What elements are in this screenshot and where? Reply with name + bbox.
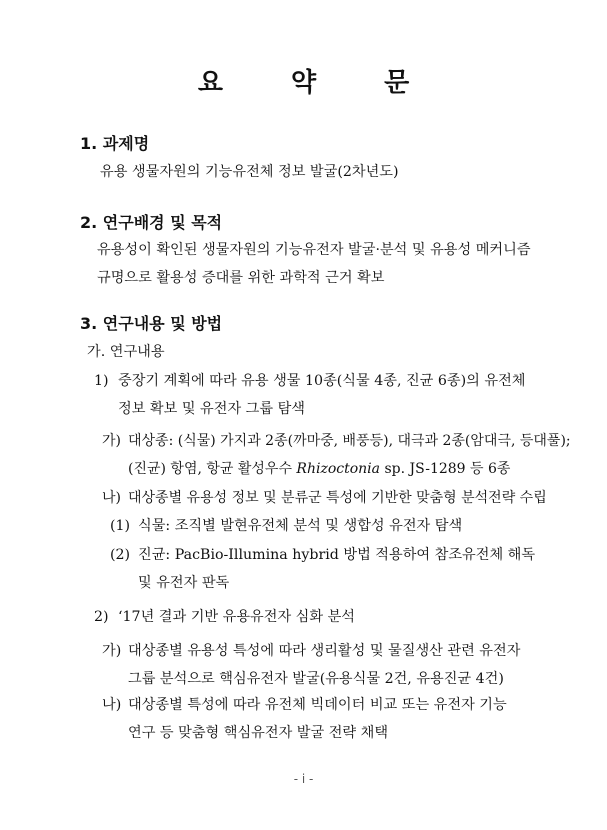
- subsubitem-1-text: 식물: 조직별 발현유전체 분석 및 생합성 유전자 탐색: [138, 518, 463, 534]
- page-number: - i -: [293, 772, 314, 786]
- section-3-heading: [80, 311, 222, 334]
- section-1-heading: [80, 131, 149, 154]
- section-number: 1.: [80, 134, 98, 153]
- subsection-label: 연구내용: [109, 344, 165, 360]
- item-1-text: [118, 367, 526, 423]
- project-name: 유용 생물자원의 기능유전체 정보 발굴(2차년도): [100, 164, 399, 180]
- body-line: 규명으로 활용성 증대를 위한 과학적 근거 확보: [97, 270, 385, 286]
- subitem-ga-marker: 가): [102, 433, 121, 449]
- subitem-na-text: 대상종별 유용성 정보 및 분류군 특성에 기반한 맞춤형 분석전략 수립: [128, 490, 547, 506]
- item-2-subitem-ga-marker: 가): [102, 643, 122, 659]
- item-2-marker: 2): [94, 609, 109, 625]
- item-1-marker: 1): [94, 373, 109, 389]
- title-char-2: 약: [290, 68, 317, 98]
- line-text: (진균) 항염, 항균 활성우수: [128, 461, 297, 477]
- body-line: 중장기 계획에 따라 유용 생물 10종(식물 4종, 진균 6종)의 유전체: [118, 373, 526, 389]
- subitem-na-marker: 나): [102, 490, 121, 506]
- section-2-heading: [80, 210, 222, 233]
- research-background: [97, 236, 531, 292]
- subsection-marker: 가.: [87, 344, 106, 360]
- body-line: 대상종별 특성에 따라 유전체 빅데이터 비교 또는 유전자 기능: [128, 697, 507, 713]
- item-2-subitem-na-text: [128, 691, 507, 747]
- subsection-research-content: [87, 338, 165, 366]
- body-line: [128, 455, 571, 483]
- line-text: sp. JS-1289 등 6종: [380, 461, 511, 477]
- body-line: 유용성이 확인된 생물자원의 기능유전자 발굴·분석 및 유용성 메커니즘: [97, 242, 531, 258]
- title-char-3: 문: [384, 68, 410, 98]
- subsubitem-2-marker: (2): [110, 547, 131, 563]
- subsubitem-1-marker: (1): [110, 518, 131, 534]
- section-number: 3.: [80, 314, 98, 333]
- page-title: [0, 62, 607, 99]
- body-line: 및 유전자 판독: [138, 575, 230, 591]
- body-line: 대상종: (식물) 가지과 2종(까마중, 배풍등), 대극과 2종(암대극, 등대풀);: [128, 433, 571, 449]
- title-char-1: 요: [197, 68, 223, 98]
- body-line: 진균: PacBio-Illumina hybrid 방법 적용하여 참조유전체 해독: [138, 547, 536, 563]
- body-line: 연구 등 맞춤형 핵심유전자 발굴 전략 채택: [128, 725, 389, 741]
- section-heading-text: 연구내용 및 방법: [102, 314, 223, 333]
- body-line: 그룹 분석으로 핵심유전자 발굴(유용식물 2건, 유용진균 4건): [128, 671, 504, 687]
- section-heading-text: 과제명: [102, 134, 150, 153]
- item-2-text: ‘17년 결과 기반 유용유전자 심화 분석: [118, 609, 355, 625]
- section-heading-text: 연구배경 및 목적: [102, 213, 223, 232]
- species-name-italic: Rhizoctonia: [296, 461, 380, 477]
- subsubitem-2-text: [138, 541, 535, 597]
- item-2-subitem-na-marker: 나): [102, 697, 122, 713]
- item-2-subitem-ga-text: [128, 637, 520, 693]
- subitem-ga-text: [128, 427, 571, 483]
- section-number: 2.: [80, 213, 98, 232]
- body-line: 정보 확보 및 유전자 그룹 탐색: [118, 401, 306, 417]
- body-line: 대상종별 유용성 특성에 따라 생리활성 및 물질생산 관련 유전자: [128, 643, 521, 659]
